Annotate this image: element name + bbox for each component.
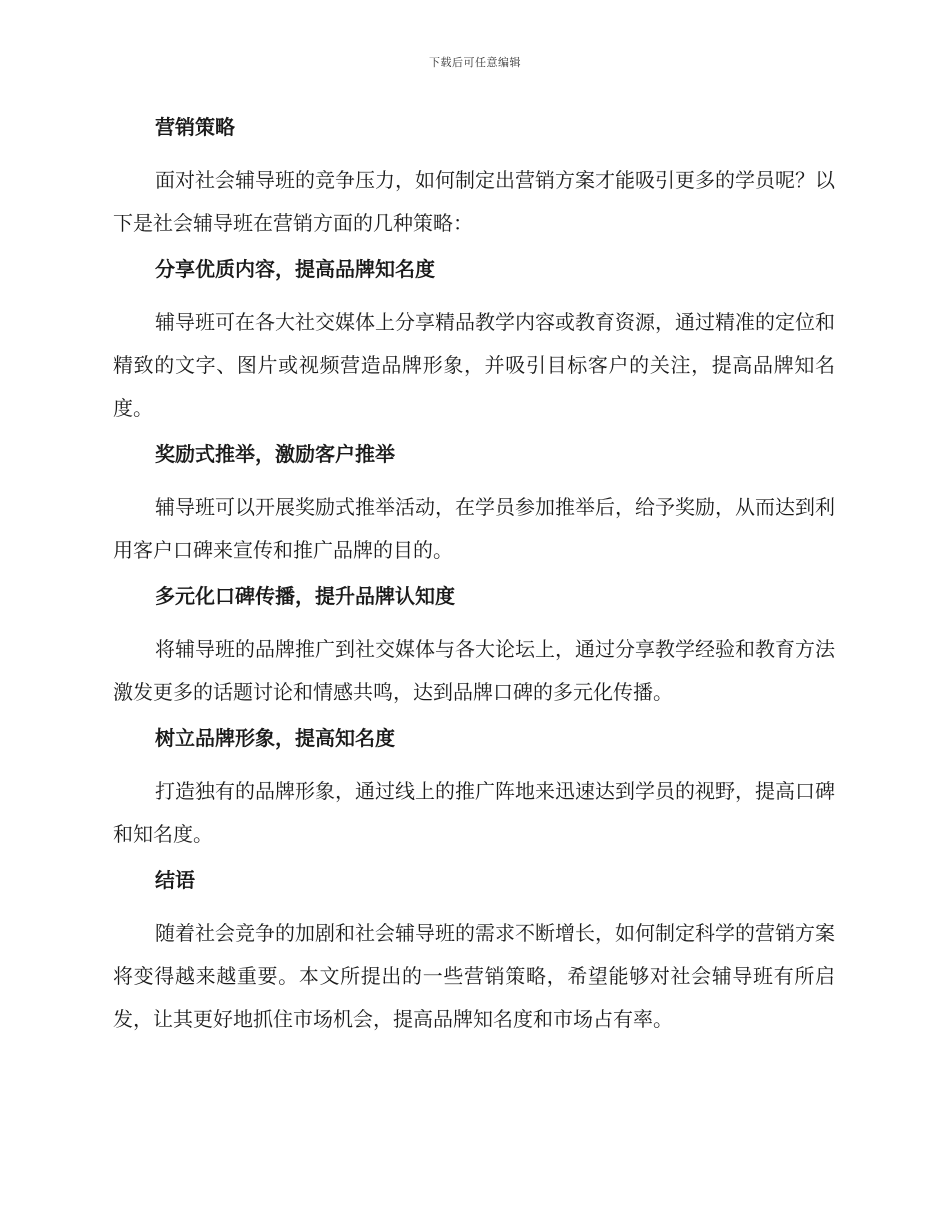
document-body (113, 112, 835, 1050)
header-note: 下载后可任意编辑 (429, 56, 521, 69)
section-paragraph-marketing-strategy: 面对社会辅导班的竞争压力，如何制定出营销方案才能吸引更多的学员呢？以下是社会辅导班在营销方面的几种策略： (113, 168, 835, 235)
section-paragraph-brand-image: 打造独有的品牌形象，通过线上的推广阵地来迅速达到学员的视野，提高口碑和知名度。 (113, 779, 835, 846)
section-heading-referral-rewards: 奖励式推举，激励客户推举 (155, 442, 395, 466)
section-paragraph-referral-rewards: 辅导班可以开展奖励式推举活动，在学员参加推举后，给予奖励，从而达到利用客户口碑来宣传和推广品牌的目的。 (113, 495, 835, 562)
section-heading-conclusion: 结语 (155, 868, 195, 892)
section-heading-quality-content: 分享优质内容，提高品牌知名度 (155, 257, 435, 281)
section-paragraph-conclusion: 随着社会竞争的加剧和社会辅导班的需求不断增长，如何制定科学的营销方案将变得越来越重要。本文所提出的一些营销策略，希望能够对社会辅导班有所启发，让其更好地抓住市场机会，提高品牌知名度和市场占有率。 (113, 921, 835, 1031)
section-heading-marketing-strategy: 营销策略 (155, 115, 235, 139)
section-paragraph-quality-content: 辅导班可在各大社交媒体上分享精品教学内容或教育资源，通过精准的定位和精致的文字、图片或视频营造品牌形象，并吸引目标客户的关注，提高品牌知名度。 (113, 310, 835, 420)
section-heading-brand-image: 树立品牌形象，提高知名度 (155, 726, 395, 750)
section-paragraph-word-of-mouth: 将辅导班的品牌推广到社交媒体与各大论坛上，通过分享教学经验和教育方法激发更多的话题讨论和情感共鸣，达到品牌口碑的多元化传播。 (113, 637, 835, 704)
section-heading-word-of-mouth: 多元化口碑传播，提升品牌认知度 (155, 584, 455, 608)
